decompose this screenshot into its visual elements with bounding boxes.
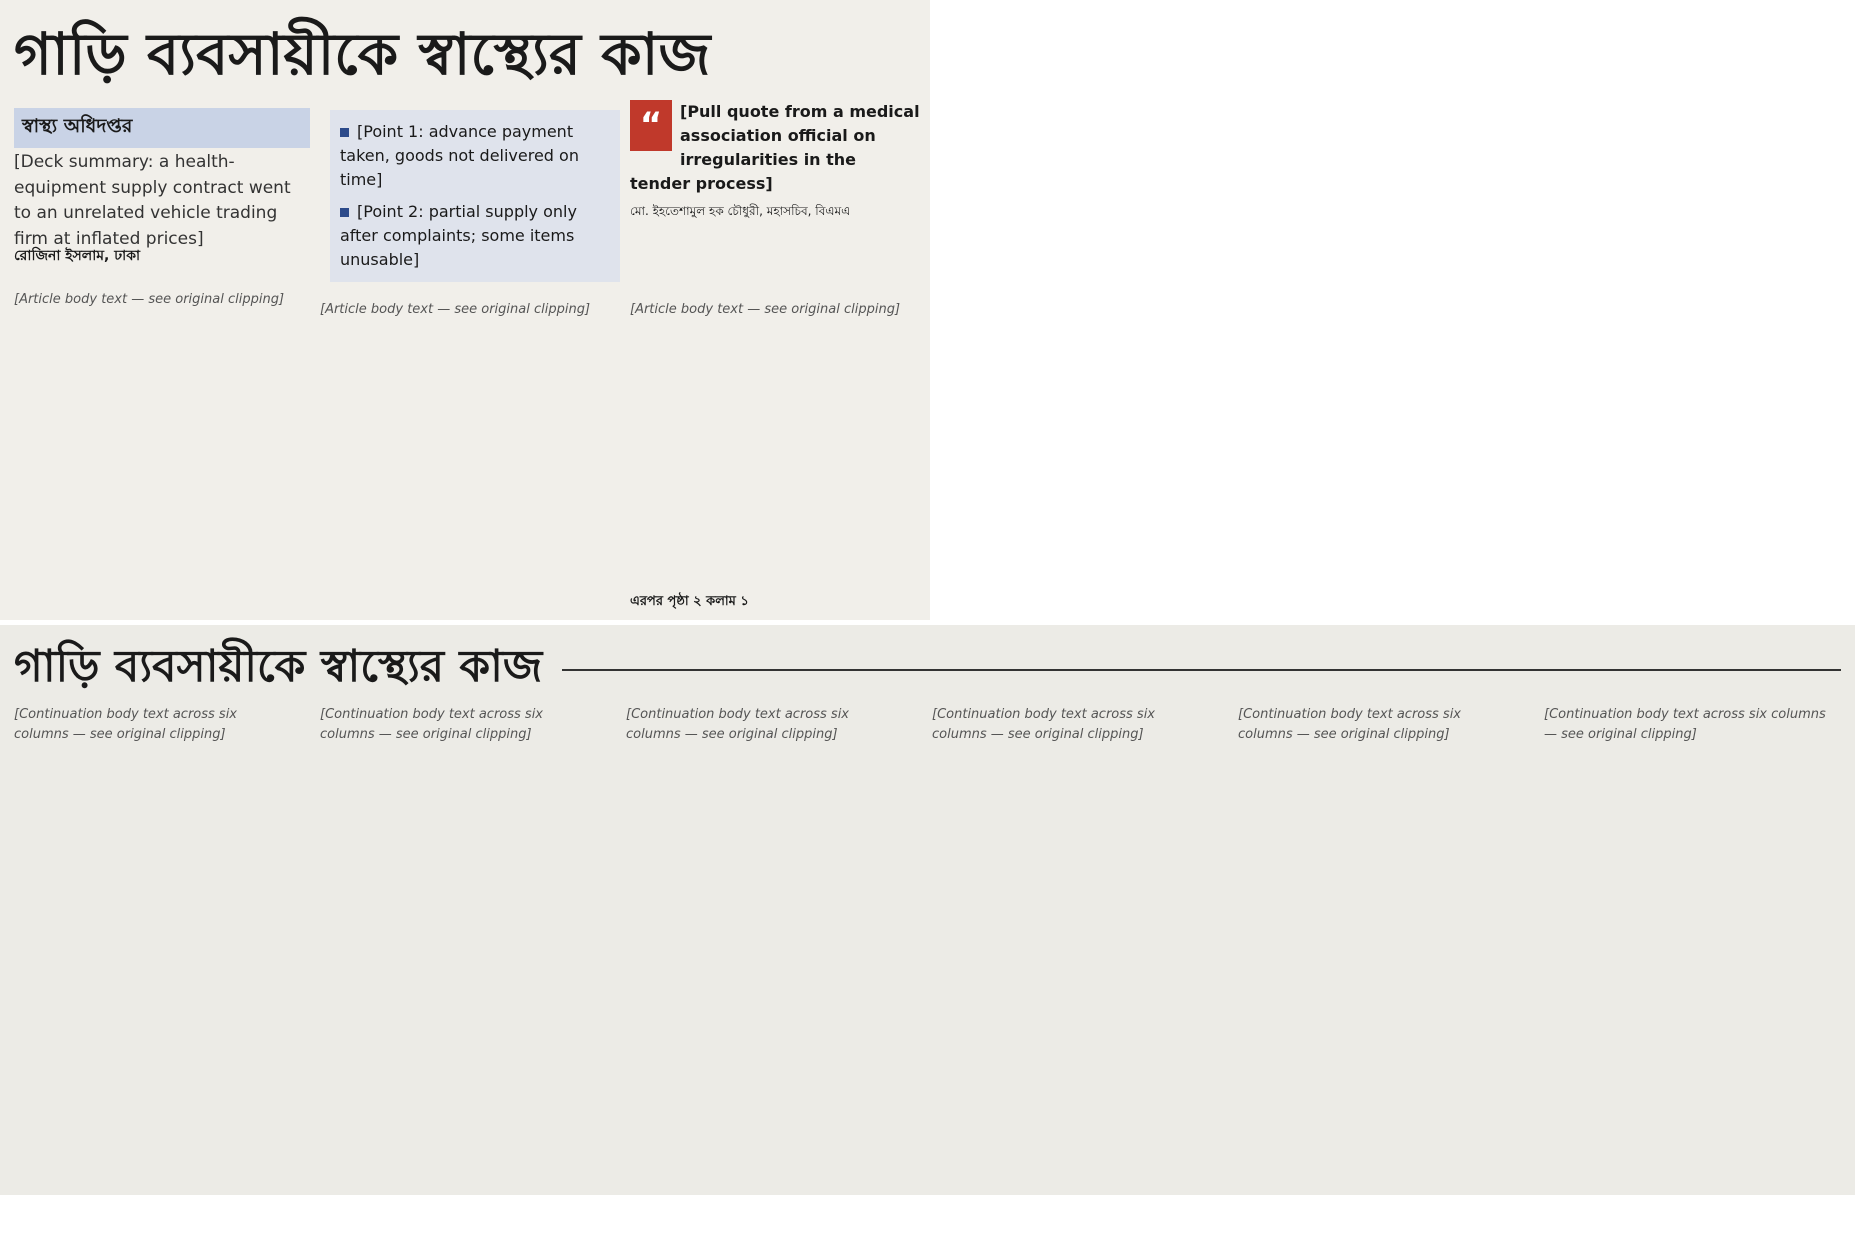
bullet-icon [340, 128, 349, 137]
body-column-3: [Article body text — see original clipping] [630, 302, 901, 317]
continuation-column-1: [Continuation body text across six columns — see original clipping] [14, 707, 237, 743]
section-label: স্বাস্থ্য অধিদপ্তর [14, 108, 310, 148]
continuation-column-6: [Continuation body text across six columns — see original clipping] [1544, 707, 1826, 743]
continuation-column-3: [Continuation body text across six columns — see original clipping] [626, 707, 849, 743]
continuation-column-4: [Continuation body text across six columns — see original clipping] [932, 707, 1155, 743]
continuation-headline-row [0, 625, 1855, 714]
headline: গাড়ি ব্যবসায়ীকে স্বাস্থ্যের কাজ [14, 20, 711, 88]
bullet-item: [Point 1: advance payment taken, goods not delivered on time] [340, 122, 579, 189]
body-column-1: [Article body text — see original clipping] [14, 292, 285, 307]
bullet-box [330, 110, 620, 282]
deck: [Deck summary: a health-equipment supply contract went to an unrelated vehicle trading firm at inflated prices] [14, 152, 291, 249]
front-page-clipping [0, 0, 930, 620]
jump-line: এরপর পৃষ্ঠা ২ কলাম ১ [630, 594, 749, 609]
byline: রোজিনা ইসলাম, ঢাকা [14, 248, 141, 264]
continuation-column-2: [Continuation body text across six columns — see original clipping] [320, 707, 543, 743]
body-column-2: [Article body text — see original clipping] [320, 302, 591, 317]
continuation-clipping [0, 625, 1855, 1195]
quote-mark-icon: “ [630, 100, 672, 151]
continuation-headline: গাড়ি ব্যবসায়ীকে স্বাস্থ্যের কাজ [14, 641, 543, 692]
quote-attribution: মো. ইহতেশামুল হক চৌধুরী, মহাসচিব, বিএমএ [630, 204, 851, 218]
bullet-icon [340, 208, 349, 217]
headline-rule [562, 669, 1841, 671]
bullet-item: [Point 2: partial supply only after complaints; some items unusable] [340, 202, 577, 269]
continuation-column-5: [Continuation body text across six columns — see original clipping] [1238, 707, 1461, 743]
pull-quote: “ [Pull quote from a medical association official on irregularities in the tender process] মো. ইহতেশামুল হক চৌধুরী, মহাসচিব, বিএমএ [630, 102, 920, 218]
